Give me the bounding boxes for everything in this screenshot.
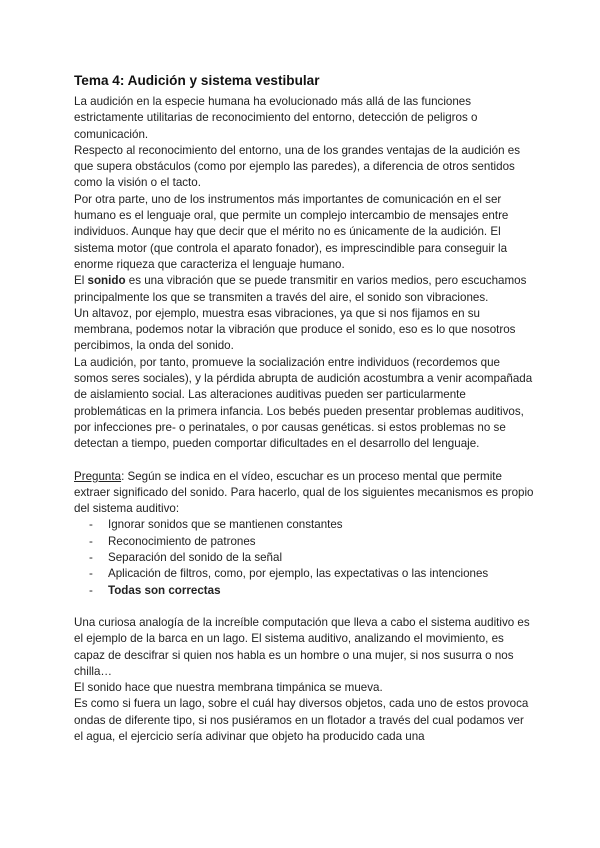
- sonido-pre: El: [74, 274, 88, 288]
- sonido-post: es una vibración que se puede transmitir en varios medios, pero escuchamos principalmente los que se transmiten a través del aire, el sonido son vibraciones.: [74, 274, 527, 304]
- dash-bullet: -: [89, 518, 93, 532]
- option-item: [74, 534, 534, 550]
- spacer: [74, 599, 534, 615]
- option-correct-item: [74, 583, 534, 599]
- paragraph-lago: Es como si fuera un lago, sobre el cuál hay diversos objetos, cada uno de estos provoca ondas de diferente tipo, si nos pusiéramos en un flotador a través del cual podamos ver el agua, el ejercicio sería adivinar que objeto ha producido cada una: [74, 697, 529, 743]
- paragraph-altavoz: Un altavoz, por ejemplo, muestra esas vibraciones, ya que si nos fijamos en su membrana, podemos notar la vibración que produce el sonido, eso es lo que nosotros percibimos, la onda del sonido.: [74, 306, 516, 353]
- option-correct-text: Todas son correctas: [108, 583, 221, 597]
- document-title: Tema 4: Audición y sistema vestibular: [74, 73, 320, 88]
- option-text: Reconocimiento de patrones: [108, 534, 256, 548]
- dash-bullet: -: [89, 534, 93, 548]
- paragraph-membrana: El sonido hace que nuestra membrana timpánica se mueva.: [74, 681, 383, 695]
- paragraph-sonido: [74, 273, 534, 306]
- sonido-term: sonido: [87, 274, 126, 288]
- paragraph-audicion-intro: La audición en la especie humana ha evolucionado más allá de las funciones estrictamente utilitarias de reconocimiento del entorno, detección de peligros o comunicación.: [74, 95, 478, 141]
- option-item: [74, 517, 534, 533]
- dash-bullet: -: [89, 551, 93, 565]
- paragraph-socializacion: La audición, por tanto, promueve la socialización entre individuos (recordemos que somos seres sociales), y la pérdida abrupta de audición acostumbra a venir acompañada de aislamiento social. Las alteraciones auditivas pueden ser particularmente problemáticas en la primera infancia. Los bebés pueden presentar problemas auditivos, por infecciones pre- o perinatales, o por causas genéticas. si estos problemas no se detectan a tiempo, pueden comportar dificultades en el desarrollo del lenguaje.: [74, 355, 533, 451]
- paragraph-reconocimiento: Respecto al reconocimiento del entorno, una de los grandes ventajas de la audición es que supera obstáculos (como por ejemplo las paredes), a diferencia de otros sentidos como la visión o el tacto.: [74, 143, 521, 190]
- paragraph-barca-analogia: Una curiosa analogía de la increíble computación que lleva a cabo el sistema auditivo es el ejemplo de la barca en un lago. El sistema auditivo, analizando el movimiento, es capaz de descifrar si quien nos habla es un hombre o una mujer, si nos susurra o nos chilla…: [74, 615, 530, 678]
- option-item: [74, 566, 534, 582]
- question-text: : Según se indica en el vídeo, escuchar es un proceso mental que permite extraer significado del sonido. Para hacerlo, qual de los siguientes mecanismos es propio del sistema auditivo:: [74, 469, 534, 516]
- question-label: Pregunta: [74, 469, 122, 483]
- dash-bullet: -: [89, 567, 93, 581]
- option-text: Ignorar sonidos que se mantienen constantes: [108, 518, 343, 532]
- question-options-list: [74, 517, 534, 598]
- spacer: [74, 453, 534, 469]
- option-text: Aplicación de filtros, como, por ejemplo, las expectativas o las intenciones: [108, 567, 489, 581]
- dash-bullet: -: [89, 583, 93, 597]
- question-block: [74, 469, 534, 518]
- paragraph-lenguaje-oral: Por otra parte, uno de los instrumentos más importantes de comunicación en el ser humano es el lenguaje oral, que permite un complejo intercambio de mensajes entre individuos. Aunque hay que decir que el mérito no es únicamente de la audición. El sistema motor (que controla el aparato fonador), es imprescindible para conseguir la enorme riqueza que caracteriza el lenguaje humano.: [74, 192, 509, 271]
- document-page: [74, 72, 534, 745]
- option-item: [74, 550, 534, 566]
- option-text: Separación del sonido de la señal: [108, 551, 283, 565]
